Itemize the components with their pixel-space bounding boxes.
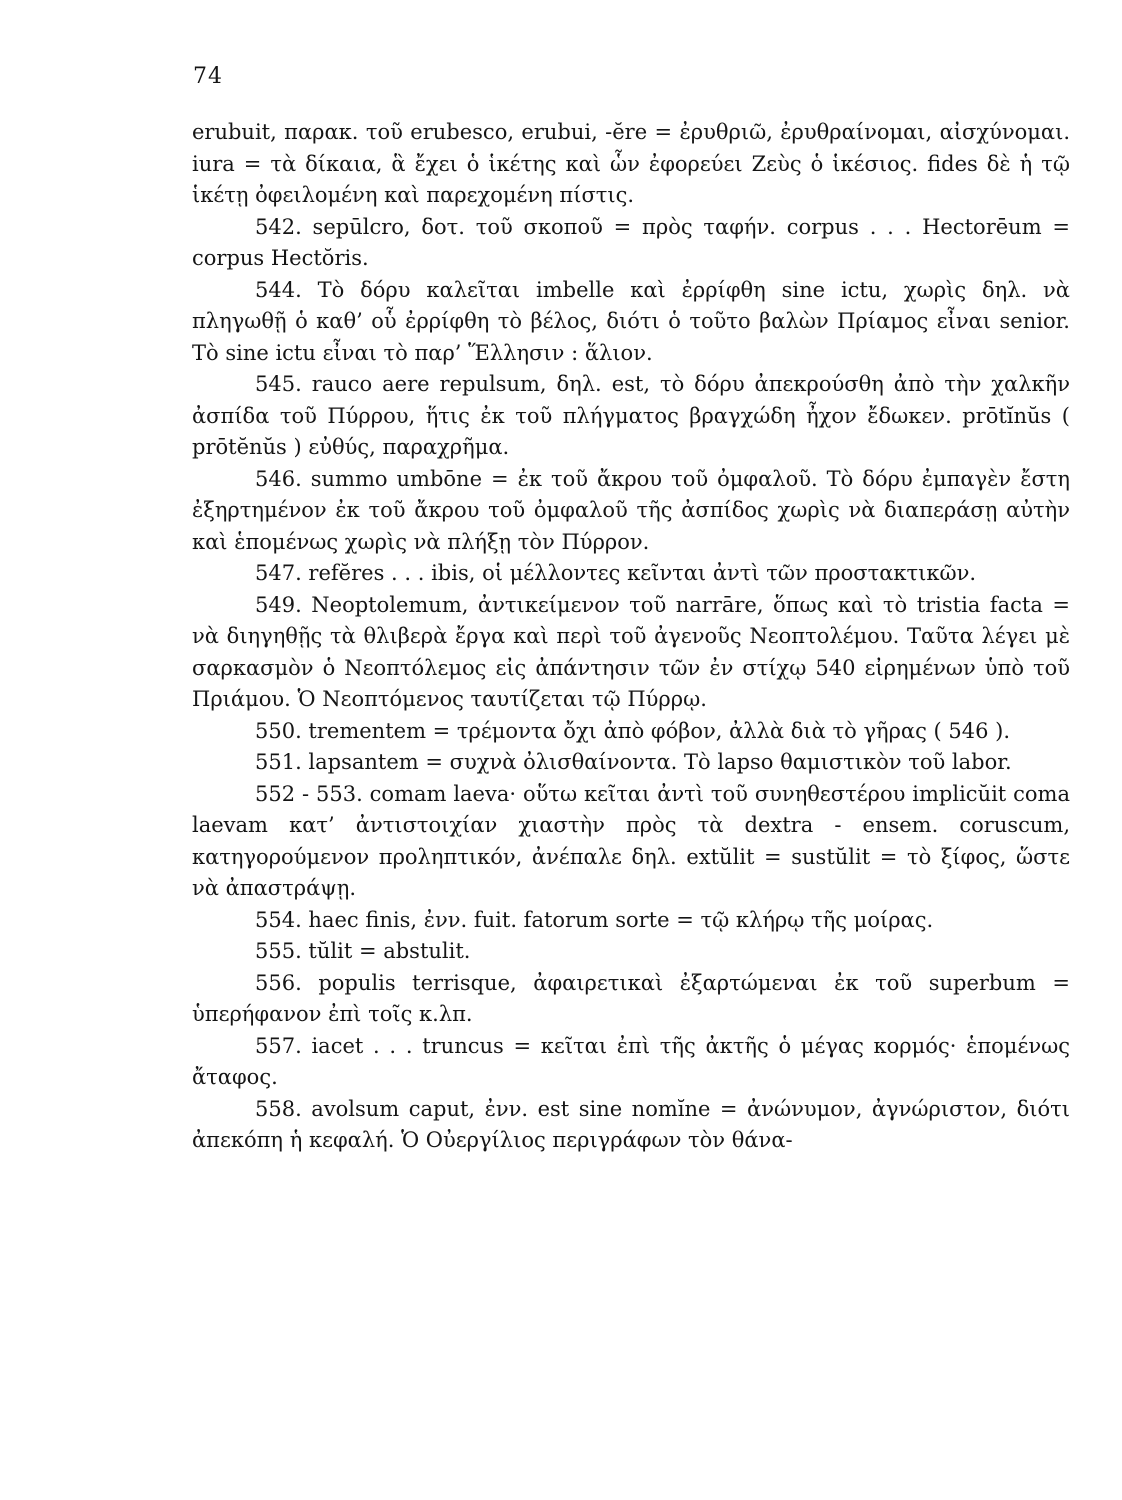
- note-558: 558. avolsum caput, ἐνν. est sine nomĭne = ἀνώνυμον, ἀγνώριστον, διότι ἀπεκόπη ἡ κεφαλή. Ὁ Οὐεργίλιος περιγράφων τὸν θάνα-: [192, 1096, 1070, 1152]
- note-545: 545. rauco aere repulsum, δηλ. est, τὸ δόρυ ἀπεκρούσθη ἀπὸ τὴν χαλκῆν ἀσπίδα τοῦ Πύρρου, ἥτις ἐκ τοῦ πλήγματος βραγχώδη ἦχον ἔδωκεν. prōtĭnŭs ( prōtĕnŭs ) εὐθύς, παραχρῆμα.: [192, 372, 1070, 459]
- commentary-text: [192, 117, 1070, 1157]
- note-552-553: 552 - 553. comam laeva· οὕτω κεῖται ἀντὶ τοῦ συνηθεστέρου implicŭit coma laevam κατ’ ἀντιστοιχίαν χιαστὴν πρὸς τὰ dextra - ensem. coruscum, κατηγορούμενον προληπτικόν, ἀνέπαλε δηλ. extŭlit = sustŭlit = τὸ ξίφος, ὥστε νὰ ἀπαστράψῃ.: [192, 781, 1070, 900]
- note-554: 554. haec finis, ἐνν. fuit. fatorum sorte = τῷ κλήρῳ τῆς μοίρας.: [255, 907, 934, 932]
- note-557: 557. iacet . . . truncus = κεῖται ἐπὶ τῆς ἀκτῆς ὁ μέγας κορμός· ἑπομένως ἄταφος.: [192, 1033, 1070, 1089]
- note-546: 546. summo umbōne = ἐκ τοῦ ἄκρου τοῦ ὀμφαλοῦ. Τὸ δόρυ ἐμπαγὲν ἔστη ἐξηρτημένον ἐκ τοῦ ἄκρου τοῦ ὀμφαλοῦ τῆς ἀσπίδος χωρὶς νὰ διαπεράσῃ αὐτὴν καὶ ἑπομένως χωρὶς νὰ πλήξῃ τὸν Πύρρον.: [192, 466, 1070, 554]
- note-542: 542. sepūlcro, δοτ. τοῦ σκοποῦ = πρὸς ταφήν. corpus . . . Hectorēum = corpus Hectŏris.: [192, 214, 1070, 270]
- note-550: 550. trementem = τρέμοντα ὄχι ἀπὸ φόβον, ἀλλὰ διὰ τὸ γῆρας ( 546 ).: [255, 718, 1011, 743]
- note-555: 555. tŭlit = abstulit.: [255, 939, 471, 963]
- note-547: 547. refĕres . . . ibis, οἱ μέλλοντες κεῖνται ἀντὶ τῶν προστακτικῶν.: [255, 561, 977, 585]
- note-544: 544. Τὸ δόρυ καλεῖται imbelle καὶ ἐρρίφθη sine ictu, χωρὶς δηλ. νὰ πληγωθῇ ὁ καθ’ οὗ ἐρρίφθη τὸ βέλος, διότι ὁ τοῦτο βαλὼν Πρίαμος εἶναι senior. Τὸ sine ictu εἶναι τὸ παρ’ Ἕλλησιν : ἅλιον.: [192, 277, 1070, 365]
- page-number: 74: [193, 64, 223, 89]
- note-556: 556. populis terrisque, ἀφαιρετικαὶ ἐξαρτώμεναι ἐκ τοῦ superbum = ὑπερήφανον ἐπὶ τοῖς κ.λπ.: [192, 970, 1070, 1026]
- note-549: 549. Neoptolemum, ἀντικείμενον τοῦ narrāre, ὅπως καὶ τὸ tristia facta = νὰ διηγηθῇς τὰ θλιβερὰ ἔργα καὶ περὶ τοῦ ἀγενοῦς Νεοπτολέμου. Ταῦτα λέγει μὲ σαρκασμὸν ὁ Νεοπτόλεμος εἰς ἀπάντησιν τῶν ἐν στίχῳ 540 εἰρημένων ὑπὸ τοῦ Πριάμου. Ὁ Νεοπτόμενος ταυτίζεται τῷ Πύρρῳ.: [192, 592, 1070, 711]
- paragraph-continued: erubuit, παρακ. τοῦ erubesco, erubui, -ĕre = ἐρυθριῶ, ἐρυθραίνομαι, αἰσχύνομαι. iura = τὰ δίκαια, ἃ ἔχει ὁ ἱκέτης καὶ ὧν ἐφορεύει Ζεὺς ὁ ἱκέσιος. fides δὲ ἡ τῷ ἱκέτῃ ὀφειλομένη καὶ παρεχομένη πίστις.: [192, 120, 1070, 207]
- note-551: 551. lapsantem = συχνὰ ὀλισθαίνοντα. Τὸ lapso θαμιστικὸν τοῦ labor.: [255, 750, 1012, 774]
